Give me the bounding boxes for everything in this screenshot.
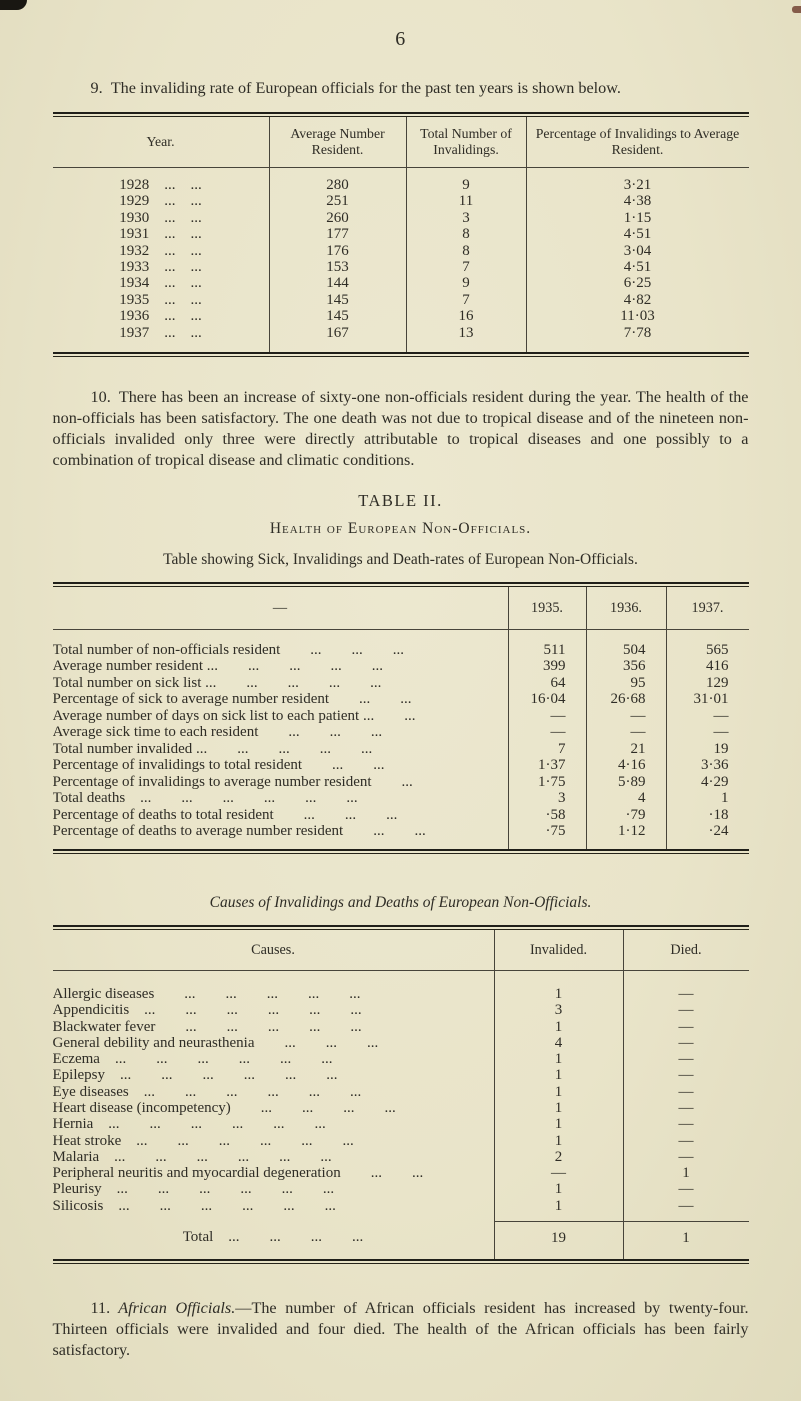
table-cell: — bbox=[551, 1165, 566, 1182]
year-cell: 1937 ... ... bbox=[119, 324, 202, 341]
table-cell: 1 bbox=[554, 1018, 563, 1035]
column-header-percentage: Percentage of Invalidings to Average Resident. bbox=[526, 117, 749, 167]
table-cell: 565 bbox=[706, 641, 729, 658]
table-cell: 280 bbox=[326, 177, 349, 193]
table-cell: 1·75 bbox=[538, 773, 566, 790]
statistic-label: Total deaths ... ... ... ... ... ... bbox=[52, 790, 358, 807]
double-rule bbox=[53, 352, 749, 357]
table-cell: 511 bbox=[543, 641, 566, 658]
statistic-label-column bbox=[53, 630, 508, 849]
table-cell: 5·89 bbox=[618, 773, 646, 790]
table-cell: 4 bbox=[554, 1034, 563, 1051]
percentage-column bbox=[526, 168, 749, 352]
table-cell: — bbox=[630, 707, 646, 724]
table-cell: 1 bbox=[682, 1165, 690, 1182]
values-1936-column bbox=[586, 630, 666, 849]
table-cell: 4·51 bbox=[623, 258, 652, 275]
table-cell: — bbox=[550, 724, 566, 741]
causes-table-body bbox=[53, 971, 749, 1221]
column-header-year: Year. bbox=[146, 134, 175, 149]
table-cell: 1·12 bbox=[618, 823, 646, 840]
table-cell: — bbox=[550, 707, 566, 724]
year-cell: 1934 ... ... bbox=[119, 275, 202, 292]
table-cell: 4·51 bbox=[623, 226, 652, 243]
table-cell: — bbox=[678, 1116, 694, 1133]
table-cell: 4·29 bbox=[701, 773, 729, 790]
invaliding-table-header bbox=[53, 117, 749, 167]
cause-label: Appendicitis ... ... ... ... ... ... bbox=[52, 1002, 362, 1019]
table-cell: ·18 bbox=[708, 806, 729, 823]
statistic-label: Total number of non-officials resident ... ... ... bbox=[52, 641, 405, 658]
table-cell: 3 bbox=[554, 1002, 563, 1019]
table-cell: — bbox=[678, 1181, 694, 1198]
statistic-label: Percentage of deaths to total resident ... ... ... bbox=[52, 806, 398, 823]
table-cell: 31·01 bbox=[693, 691, 729, 708]
table-cell: — bbox=[713, 724, 729, 741]
values-1937-column bbox=[666, 630, 749, 849]
column-header-blank: — bbox=[272, 599, 288, 616]
column-header-average-resident: Average Number Resident. bbox=[269, 117, 406, 167]
table-cell: — bbox=[678, 1099, 694, 1116]
table-cell: 9 bbox=[462, 275, 470, 292]
table-cell: 1 bbox=[721, 790, 729, 807]
section-11-text: —The number of African officials resident has increased by twenty-four. Thirteen officials were invalided and four died. The health of the African officials has been fairly satisfactory. bbox=[52, 1299, 749, 1360]
table-cell: — bbox=[678, 1034, 694, 1051]
table-cell: 8 bbox=[462, 226, 470, 243]
cause-label: Peripheral neuritis and myocardial degeneration ... ... bbox=[52, 1165, 424, 1182]
year-cell: 1931 ... ... bbox=[119, 226, 202, 243]
year-cell: 1933 ... ... bbox=[119, 258, 202, 275]
average-resident-column bbox=[269, 168, 406, 352]
table-cell: 1 bbox=[554, 1051, 563, 1068]
table-cell: 1 bbox=[554, 1083, 563, 1100]
table-cell: 416 bbox=[706, 658, 729, 675]
statistic-label: Percentage of invalidings to total resident ... ... bbox=[52, 757, 385, 774]
table-cell: 3 bbox=[462, 209, 470, 226]
cause-label: Blackwater fever ... ... ... ... ... bbox=[52, 1018, 362, 1035]
section-11-number: 11. bbox=[90, 1299, 119, 1318]
table-cell: 1 bbox=[554, 1197, 563, 1214]
values-1935-column bbox=[508, 630, 586, 849]
statistic-label: Percentage of deaths to average number resident ... ... bbox=[52, 823, 426, 840]
statistic-label: Percentage of sick to average number resident ... ... bbox=[52, 691, 412, 708]
section-10-paragraph: 10. There has been an increase of sixty-one non-officials resident during the year. The health of the non-officials has been satisfactory. The one death was not due to tropical disease and of the nineteen non-officials invalided only three were directly attributable to tropical diseases and one possibly to a combination of tropical disease and climatic conditions. bbox=[52, 387, 749, 469]
table-cell: — bbox=[630, 724, 646, 741]
table-cell: 3·21 bbox=[623, 177, 652, 193]
table-2-heading: TABLE II. bbox=[358, 490, 443, 510]
table-cell: 64 bbox=[550, 674, 566, 691]
health-table-body bbox=[53, 630, 749, 849]
table-cell: 3·04 bbox=[623, 242, 652, 259]
table-cell: ·24 bbox=[708, 823, 729, 840]
table-cell: 7 bbox=[462, 258, 470, 275]
total-died: 1 bbox=[623, 1221, 749, 1259]
cause-label: Epilepsy ... ... ... ... ... ... bbox=[52, 1067, 338, 1084]
table-cell: — bbox=[678, 1051, 694, 1068]
table-cell: — bbox=[678, 1197, 694, 1214]
table-cell: — bbox=[678, 1083, 694, 1100]
table-cell: 251 bbox=[326, 193, 349, 210]
year-cell: 1935 ... ... bbox=[119, 291, 202, 308]
column-header-1936: 1936. bbox=[586, 587, 666, 629]
table-cell: 399 bbox=[543, 658, 566, 675]
table-cell: 167 bbox=[326, 324, 349, 341]
table-cell: 176 bbox=[326, 242, 349, 259]
column-header-1935: 1935. bbox=[508, 587, 586, 629]
table-cell: 129 bbox=[706, 674, 729, 691]
table-cell: 6·25 bbox=[623, 275, 652, 292]
column-header-total-invalidings: Total Number of Invalidings. bbox=[406, 117, 526, 167]
cause-label: General debility and neurasthenia ... ... ... bbox=[52, 1034, 379, 1051]
table-cell: 2 bbox=[554, 1148, 563, 1165]
table-cell: 3 bbox=[558, 790, 566, 807]
statistic-label: Average sick time to each resident ... ... ... bbox=[52, 724, 383, 741]
table-cell: — bbox=[678, 1132, 694, 1149]
column-header-invalided: Invalided. bbox=[494, 930, 623, 970]
invalided-column bbox=[494, 971, 623, 1221]
table-cell: 16 bbox=[458, 308, 474, 325]
cause-label: Hernia ... ... ... ... ... ... bbox=[52, 1116, 326, 1133]
section-9-paragraph: 9. The invaliding rate of European officials for the past ten years is shown below. bbox=[90, 79, 621, 97]
table-cell: 21 bbox=[630, 740, 646, 757]
table-cell: — bbox=[713, 707, 729, 724]
table-cell: 7 bbox=[558, 740, 566, 757]
table-cell: 11 bbox=[458, 193, 474, 210]
statistic-label: Average number of days on sick list to each patient ... ... bbox=[52, 707, 416, 724]
table-cell: — bbox=[678, 1018, 694, 1035]
statistic-label: Average number resident ... ... ... ... ... bbox=[52, 658, 383, 675]
total-invalidings-column bbox=[406, 168, 526, 352]
table-cell: 1 bbox=[554, 1067, 563, 1084]
year-cell: 1932 ... ... bbox=[119, 242, 202, 259]
table-cell: 1 bbox=[554, 1116, 563, 1133]
table-cell: 153 bbox=[326, 258, 349, 275]
invaliding-table-body bbox=[53, 168, 749, 352]
column-header-died: Died. bbox=[623, 930, 749, 970]
causes-table bbox=[53, 925, 749, 1264]
year-column bbox=[53, 168, 269, 352]
column-header-causes: Causes. bbox=[251, 941, 295, 958]
causes-table-caption: Causes of Invalidings and Deaths of European Non-Officials. bbox=[209, 893, 592, 911]
total-invalided: 19 bbox=[494, 1221, 623, 1259]
table-cell: 144 bbox=[326, 275, 349, 292]
health-statistics-table bbox=[53, 582, 749, 854]
table-cell: 1 bbox=[554, 1099, 563, 1116]
cause-label-column bbox=[53, 971, 494, 1221]
table-cell: ·79 bbox=[625, 806, 646, 823]
table-cell: 4·38 bbox=[623, 193, 652, 210]
table-cell: 26·68 bbox=[610, 691, 646, 708]
total-label: Total ... ... ... ... bbox=[182, 1229, 364, 1246]
table-cell: 9 bbox=[462, 177, 470, 193]
table-cell: — bbox=[678, 985, 694, 1002]
table-cell: — bbox=[678, 1148, 694, 1165]
year-cell: 1936 ... ... bbox=[119, 308, 202, 325]
table-cell: 8 bbox=[462, 242, 470, 259]
section-11-italic-lead: African Officials. bbox=[118, 1299, 236, 1318]
causes-table-header bbox=[53, 930, 749, 970]
statistic-label: Percentage of invalidings to average number resident ... bbox=[52, 773, 413, 790]
year-cell: 1930 ... ... bbox=[119, 209, 202, 226]
table-cell: 1·37 bbox=[538, 757, 566, 774]
table-cell: ·58 bbox=[545, 806, 566, 823]
cause-label: Pleurisy ... ... ... ... ... ... bbox=[52, 1181, 335, 1198]
table-cell: — bbox=[678, 1067, 694, 1084]
cause-label: Silicosis ... ... ... ... ... ... bbox=[52, 1197, 336, 1214]
table-cell: 4·16 bbox=[618, 757, 646, 774]
scan-artifact-top-right bbox=[792, 6, 801, 13]
table-cell: 145 bbox=[326, 291, 349, 308]
table-cell: 13 bbox=[458, 324, 474, 341]
table-cell: 260 bbox=[326, 209, 349, 226]
table-cell: 16·04 bbox=[530, 691, 566, 708]
table-cell: 1 bbox=[554, 985, 563, 1002]
table-cell: 19 bbox=[713, 740, 729, 757]
table-cell: 95 bbox=[630, 674, 646, 691]
table-2-caption: Table showing Sick, Invalidings and Death-rates of European Non-Officials. bbox=[163, 550, 638, 568]
table-cell: ·75 bbox=[545, 823, 566, 840]
table-cell: 1·15 bbox=[623, 209, 652, 226]
table-cell: — bbox=[678, 1002, 694, 1019]
double-rule bbox=[53, 849, 749, 854]
cause-label: Malaria ... ... ... ... ... ... bbox=[52, 1148, 332, 1165]
table-2-subheading: Health of European Non-Officials. bbox=[269, 519, 532, 537]
table-cell: 504 bbox=[623, 641, 646, 658]
column-header-1937: 1937. bbox=[666, 587, 749, 629]
cause-label: Eczema ... ... ... ... ... ... bbox=[52, 1051, 333, 1068]
year-cell: 1928 ... ... bbox=[119, 177, 202, 193]
table-cell: 3·36 bbox=[701, 757, 729, 774]
page-content bbox=[53, 78, 749, 1361]
table-cell: 4·82 bbox=[623, 291, 652, 308]
statistic-label: Total number invalided ... ... ... ... ... bbox=[52, 740, 373, 757]
table-cell: 177 bbox=[326, 226, 349, 243]
cause-label: Heat stroke ... ... ... ... ... ... bbox=[52, 1132, 354, 1149]
invaliding-rate-table bbox=[53, 112, 749, 357]
table-cell: 4 bbox=[638, 790, 646, 807]
double-rule bbox=[53, 1259, 749, 1264]
page-number: 6 bbox=[395, 28, 406, 50]
table-cell: 11·03 bbox=[620, 308, 655, 325]
cause-label: Heart disease (incompetency) ... ... ... ... bbox=[52, 1099, 396, 1116]
table-cell: 1 bbox=[554, 1132, 563, 1149]
table-cell: 7 bbox=[462, 291, 470, 308]
died-column bbox=[623, 971, 749, 1221]
cause-label: Eye diseases ... ... ... ... ... ... bbox=[52, 1083, 362, 1100]
table-cell: 7·78 bbox=[623, 324, 652, 341]
table-cell: 356 bbox=[623, 658, 646, 675]
health-table-header bbox=[53, 587, 749, 629]
statistic-label: Total number on sick list ... ... ... ... ... bbox=[52, 674, 382, 691]
causes-total-row bbox=[53, 1221, 749, 1259]
section-11-paragraph bbox=[53, 1298, 749, 1361]
year-cell: 1929 ... ... bbox=[119, 193, 202, 210]
table-cell: 145 bbox=[326, 308, 349, 325]
table-cell: 1 bbox=[554, 1181, 563, 1198]
cause-label: Allergic diseases ... ... ... ... ... bbox=[52, 985, 361, 1002]
